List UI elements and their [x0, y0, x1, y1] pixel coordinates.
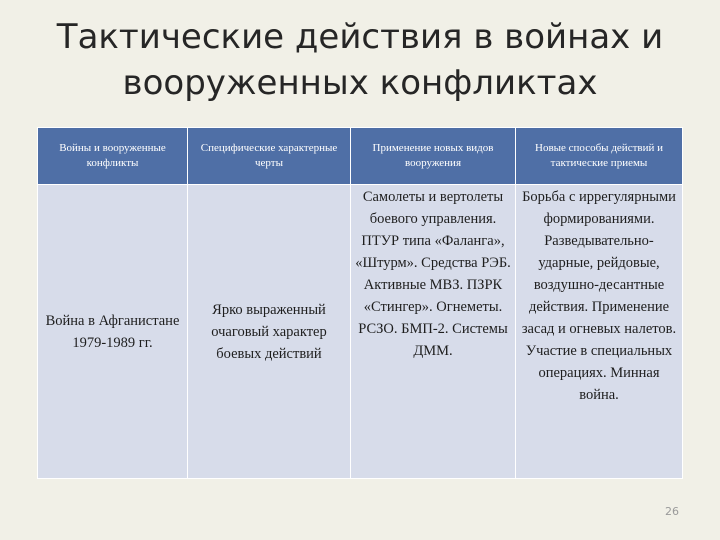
cell-conflict: Война в Афганистане 1979-1989 гг.: [38, 185, 188, 479]
header-new-tactics: Новые способы действий и тактические приемы: [516, 128, 683, 185]
slide-title-line-2: вооруженных конфликтах: [122, 63, 598, 103]
table-row: [38, 185, 683, 479]
cell-new-tactics: Борьба с иррегулярными формированиями. Разведывательно-ударные, рейдовые, воздушно-десантные действия. Применение засад и огневых налетов. Участие в специальных операциях. Минная война.: [516, 185, 683, 479]
slide-title-line-1: Тактические действия в войнах и: [56, 17, 664, 57]
cell-new-weapons: Самолеты и вертолеты боевого управления. ПТУР типа «Фаланга», «Штурм». Средства РЭБ. Активные МВЗ. ПЗРК «Стингер». Огнеметы. РСЗО. БМП-2. Системы ДММ.: [351, 185, 516, 479]
conflicts-table: [37, 127, 683, 479]
table-header-row: [38, 128, 683, 185]
header-conflicts: Войны и вооруженные конфликты: [38, 128, 188, 185]
slide-title: [0, 14, 720, 106]
page-number: 26: [665, 505, 679, 518]
header-new-weapons: Применение новых видов вооружения: [351, 128, 516, 185]
header-features: Специфические характерные черты: [188, 128, 351, 185]
cell-features: Ярко выраженный очаговый характер боевых действий: [188, 185, 351, 479]
